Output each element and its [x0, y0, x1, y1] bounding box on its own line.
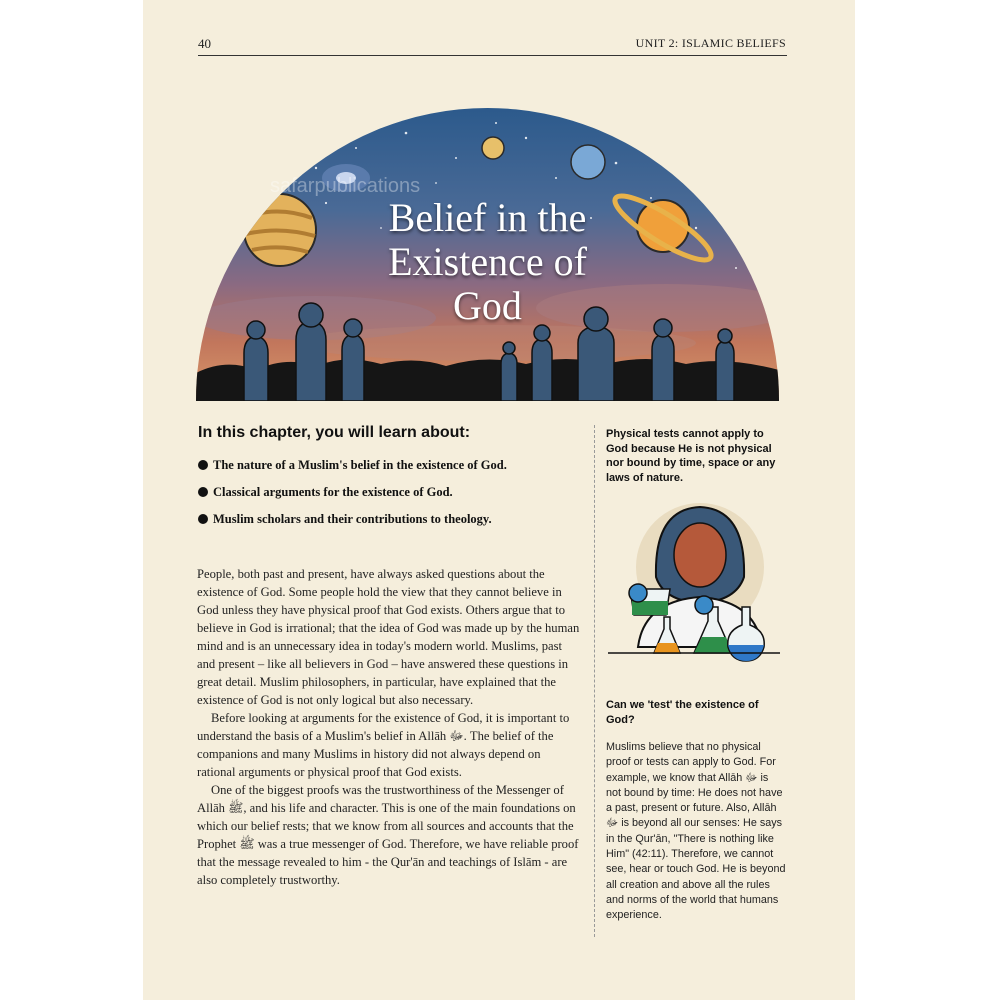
chapter-title — [196, 196, 779, 328]
unit-title: UNIT 2: ISLAMIC BELIEFS — [635, 36, 786, 50]
list-item — [198, 458, 507, 485]
header-rule — [198, 55, 787, 56]
chapter-title-line-2: Existence of — [388, 239, 587, 284]
body-paragraph: One of the biggest proofs was the trustworthiness of the Messenger of Allāh ﷺ, and his life and character. This is one of the main foundations on which our belief rests; that we know from all sources and accounts that the Prophet ﷺ was a true messenger of God. Therefore, we have reliable proof that the message revealed to him - the Qur'ān and teachings of Islām - are also completely trustworthy. — [197, 783, 579, 887]
learning-objectives-heading: In this chapter, you will learn about: — [198, 424, 471, 441]
learning-objectives-list — [198, 458, 507, 539]
body-paragraph: People, both past and present, have always asked questions about the existence of God. Some people hold the view that they cannot believe in God unless they have physical proof that God exists. Others argue that to believe in God is irrational; that the idea of God was made up by the human mind and is an unnecessary idea in today's modern world. Muslims, past and present – like all believers in God – have answered these questions in great detail. Muslim philosophers, in particular, have explained that the existence of God is not only logical but also necessary. — [197, 567, 580, 707]
watermark: safarpublications — [270, 175, 421, 197]
objective-text: Muslim scholars and their contributions to theology. — [213, 512, 492, 526]
list-item — [198, 485, 507, 512]
chapter-title-line-1: Belief in the — [388, 195, 587, 240]
sidebar-question: Can we 'test' the existence of God? — [606, 699, 759, 726]
body-text — [197, 565, 582, 889]
objective-text: The nature of a Muslim's belief in the existence of God. — [213, 458, 507, 472]
page-number: 40 — [198, 36, 211, 51]
bullet-icon — [198, 514, 208, 524]
list-item — [198, 512, 507, 539]
objective-text: Classical arguments for the existence of God. — [213, 485, 453, 499]
column-divider — [594, 425, 595, 937]
bullet-icon — [198, 487, 208, 497]
sidebar-callout: Physical tests cannot apply to God because He is not physical nor bound by time, space or any laws of nature. — [606, 428, 776, 484]
sidebar-answer: Muslims believe that no physical proof or tests can apply to God. For example, we know that Allāh ﷻ is not bound by time: He does not have a past, present or future. Also, Allāh ﷻ is beyond all our senses: He says in the Qur'ān, "There is nothing like Him" (42:11). Therefore, we cannot see, hear or touch God. He is beyond all creation and above all the rules and norms of the world that humans experience. — [606, 741, 786, 922]
bullet-icon — [198, 460, 208, 470]
body-paragraph: Before looking at arguments for the existence of God, it is important to understand the basis of a Muslim's belief in Allāh ﷻ. The belief of the companions and many Muslims in history did not always depend on rational arguments or physical proof that God exists. — [197, 711, 570, 779]
chapter-title-line-3: God — [453, 283, 522, 328]
scientist-with-flasks-illustration — [608, 497, 780, 667]
